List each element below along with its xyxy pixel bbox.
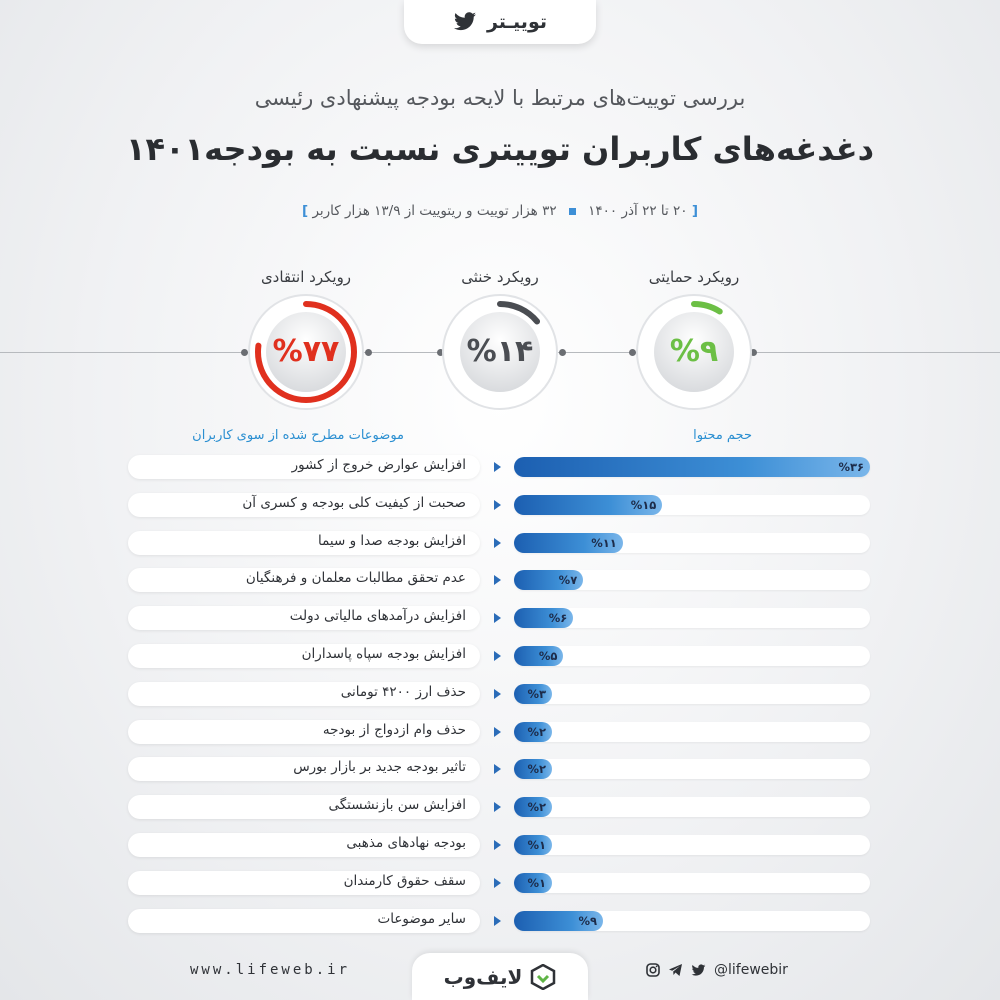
bar-value-label: %۲ [527,800,546,815]
bar-track [514,533,870,553]
bar-mark [514,797,552,817]
footer-social [646,962,788,978]
bar-mark [514,646,563,666]
topic-label: افزایش عوارض خروج از کشور [291,457,466,473]
bar-mark [514,495,662,515]
topic-label: افزایش بودجه صدا و سیما [318,532,466,549]
subtitle: بررسی توییت‌های مرتبط با لایحه بودجه پیشنهادی رئیسی [254,86,746,110]
topic-label: سقف حقوق کارمندان [343,872,466,889]
bar-mark [514,684,552,704]
gauge-value-neutral: %۱۴ [466,334,534,369]
meta-stats: ۳۲ هزار توییت و ریتوییت از ۱۳/۹ هزار کاربر [312,203,557,219]
bar-mark [514,911,603,931]
topic-label: سایر موضوعات [377,910,466,927]
instagram-icon[interactable] [646,963,660,977]
topic-label: عدم تحقق مطالبات معلمان و فرهنگیان [245,570,466,587]
topic-label: حذف ارز ۴۲۰۰ تومانی [340,683,466,700]
row-arrow-icon [494,689,501,699]
footer-website[interactable]: www.lifeweb.ir [190,962,351,978]
bar-value-label: %۳۶ [838,460,864,474]
bar-value-label: %۳ [527,686,546,701]
topic-row [128,455,480,479]
topic-row [128,757,480,781]
topic-label: صحبت از کیفیت کلی بودجه و کسری آن [242,494,466,511]
header-title: تو‌ییـتر [486,11,547,33]
bar-track [514,495,870,515]
bar-mark [514,457,870,477]
bar-mark [514,570,583,590]
bar-track [514,570,870,590]
bar-value-label: %۲ [527,724,546,739]
topic-label: حذف وام ازدواج از بودجه [322,721,466,738]
bar-track [514,873,870,893]
topic-row [128,568,480,592]
row-arrow-icon [494,651,501,661]
column-header-topics: موضوعات مطرح شده از سوی کاربران [192,428,404,443]
footer-logo [412,953,588,1000]
divider-dot [365,349,372,356]
row-arrow-icon [494,916,501,926]
bar-value-label: %۶ [548,611,568,626]
bar-track [514,797,870,817]
bar-mark [514,533,623,553]
bar-value-label: %۲ [527,762,546,777]
bar-mark [514,608,573,628]
topic-row [128,606,480,630]
footer-handle[interactable]: @lifewebir [714,962,788,978]
bar-track [514,684,870,704]
bar-track [514,911,870,931]
bar-track [514,646,870,666]
row-arrow-icon [494,764,501,774]
meta-line [0,203,1000,219]
bar-mark [514,873,552,893]
twitter-icon[interactable] [691,964,706,977]
topic-row [128,493,480,517]
bar-value-label: %۱ [527,838,546,852]
meta-bracket-close: ] [301,203,309,219]
topic-label: افزایش سن بازنشستگی [328,797,466,814]
topic-row [128,909,480,933]
topic-label: افزایش بودجه سپاه پاسداران [301,646,466,662]
topic-row [128,833,480,857]
bar-track [514,457,870,477]
row-arrow-icon [494,878,501,888]
logo-text: لایف‌وب [443,964,523,989]
topic-label: تاثیر بودجه جدید بر بازار بورس [293,759,466,776]
bar-track [514,759,870,779]
lifeweb-logo-icon [530,964,556,990]
meta-date: ۲۰ تا ۲۲ آذر ۱۴۰۰ [588,203,688,219]
topic-row [128,682,480,706]
bar-value-label: %۱ [527,875,546,890]
gauge-label-neutral: رویکرد خنثی [461,268,539,286]
twitter-icon [453,12,477,32]
bar-value-label: %۱۱ [591,535,617,550]
page-title: دغدغه‌های کاربران توییتری نسبت به بودجه۱۴۰۱ [126,130,874,168]
bar-mark [514,722,552,742]
row-arrow-icon [494,575,501,585]
telegram-icon[interactable] [668,963,683,977]
topic-label: بودجه نهادهای مذهبی [346,835,466,851]
topic-row [128,871,480,895]
row-arrow-icon [494,613,501,623]
topic-label: افزایش درآمدهای مالیاتی دولت [289,608,466,625]
gauge-label-supportive: رویکرد حمایتی [648,268,740,286]
meta-separator [569,208,576,215]
gauge-label-critical: رویکرد انتقادی [260,268,352,286]
column-header-volume: حجم محتوا [693,428,752,443]
row-arrow-icon [494,802,501,812]
bar-value-label: %۷ [558,573,578,588]
header-tab [404,0,596,44]
gauge-value-supportive: %۹ [669,334,719,369]
meta-bracket-open: [ [691,203,699,219]
divider-dot [559,349,566,356]
bar-mark [514,835,552,855]
row-arrow-icon [494,538,501,548]
bar-value-label: %۵ [538,649,558,663]
bar-value-label: %۱۵ [630,497,657,512]
bar-value-label: %۹ [578,913,597,928]
row-arrow-icon [494,840,501,850]
topic-row [128,644,480,668]
topic-row [128,720,480,744]
row-arrow-icon [494,500,501,510]
topic-row [128,531,480,555]
bar-track [514,835,870,855]
row-arrow-icon [494,727,501,737]
row-arrow-icon [494,462,501,472]
bar-track [514,608,870,628]
gauge-value-critical: %۷۷ [272,334,340,369]
bar-mark [514,759,552,779]
topic-row [128,795,480,819]
bar-track [514,722,870,742]
